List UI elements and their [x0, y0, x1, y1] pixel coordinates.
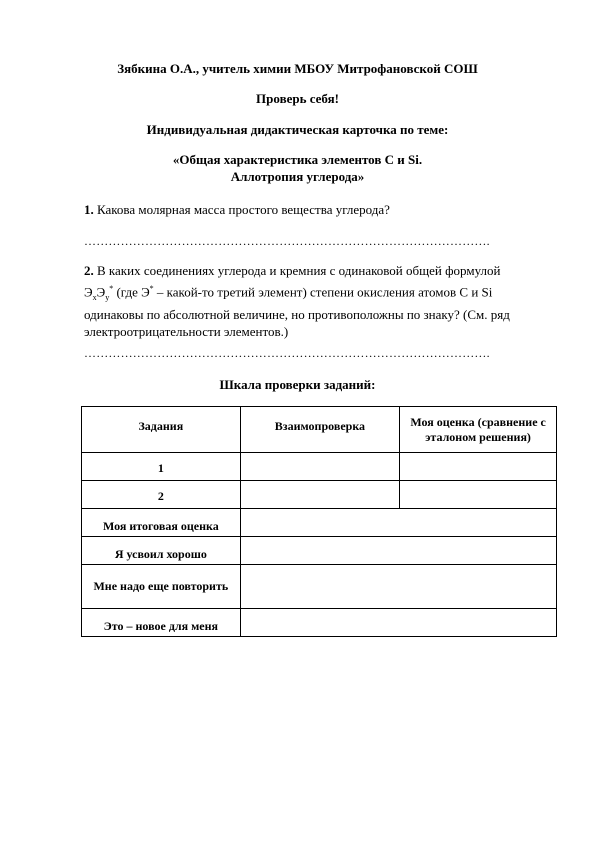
- header-peer-review: Взаимопроверка: [240, 407, 399, 453]
- table-header-row: [82, 407, 557, 453]
- question-2: [84, 262, 554, 341]
- formula-index-y: у: [105, 292, 110, 302]
- table-row: [82, 565, 557, 609]
- need-repeat-cell[interactable]: [240, 565, 556, 609]
- new-for-me-label: Это – новое для меня: [82, 609, 241, 637]
- table-row: [82, 453, 557, 481]
- table-row: [82, 509, 557, 537]
- question-1: [84, 201, 554, 219]
- topic-line-1: «Общая характеристика элементов С и Si.: [172, 152, 423, 167]
- table-row: [82, 609, 557, 637]
- formula-star: *: [109, 283, 114, 293]
- task-number-2: 2: [82, 481, 241, 509]
- answer-line-1[interactable]: ……………………………………………………………………………………….: [84, 234, 490, 248]
- my-grade-cell-1[interactable]: [400, 453, 557, 481]
- task-number-1: 1: [82, 453, 241, 481]
- check-yourself-heading: Проверь себя!: [256, 91, 339, 106]
- topic-title: [0, 151, 595, 185]
- peer-review-cell-2[interactable]: [240, 481, 399, 509]
- new-for-me-cell[interactable]: [240, 609, 556, 637]
- learned-well-label: Я усвоил хорошо: [82, 537, 241, 565]
- element-star: *: [149, 283, 154, 293]
- peer-review-cell-1[interactable]: [240, 453, 399, 481]
- formula-element-2: Э: [96, 283, 106, 299]
- need-repeat-label: Мне надо еще повторить: [82, 565, 241, 609]
- learned-well-cell[interactable]: [240, 537, 556, 565]
- card-title: Индивидуальная дидактическая карточка по теме:: [146, 122, 449, 137]
- my-grade-cell-2[interactable]: [400, 481, 557, 509]
- table-row: [82, 537, 557, 565]
- formula-element-1: Э: [84, 283, 93, 299]
- question-2-text-c: – какой-то третий элемент) степени окисления атомов С и Si одинаковы по абсолютной величине, но противоположны по знаку? (См. ряд электроотрицательности элементов.): [84, 283, 510, 340]
- question-1-number: 1.: [84, 202, 94, 217]
- final-grade-cell[interactable]: [240, 509, 556, 537]
- assessment-table: [81, 406, 557, 637]
- header-my-grade: Моя оценка (сравнение с эталоном решения): [400, 407, 557, 453]
- table-row: [82, 481, 557, 509]
- header-tasks: Задания: [82, 407, 241, 453]
- question-2-number: 2.: [84, 263, 94, 278]
- topic-line-2: Аллотропия углерода»: [230, 169, 365, 184]
- answer-line-2[interactable]: ……………………………………………………………………………………….: [84, 346, 490, 360]
- question-2-text-b: (где Э: [113, 283, 150, 299]
- question-1-text: Какова молярная масса простого вещества углерода?: [93, 202, 390, 217]
- scale-title: Шкала проверки заданий:: [219, 377, 376, 392]
- question-2-text-a: В каких соединениях углерода и кремния с одинаковой общей формулой: [93, 263, 501, 278]
- author-line: Зябкина О.А., учитель химии МБОУ Митрофановской СОШ: [117, 61, 478, 76]
- formula-index-x: х: [92, 292, 97, 302]
- final-grade-label: Моя итоговая оценка: [82, 509, 241, 537]
